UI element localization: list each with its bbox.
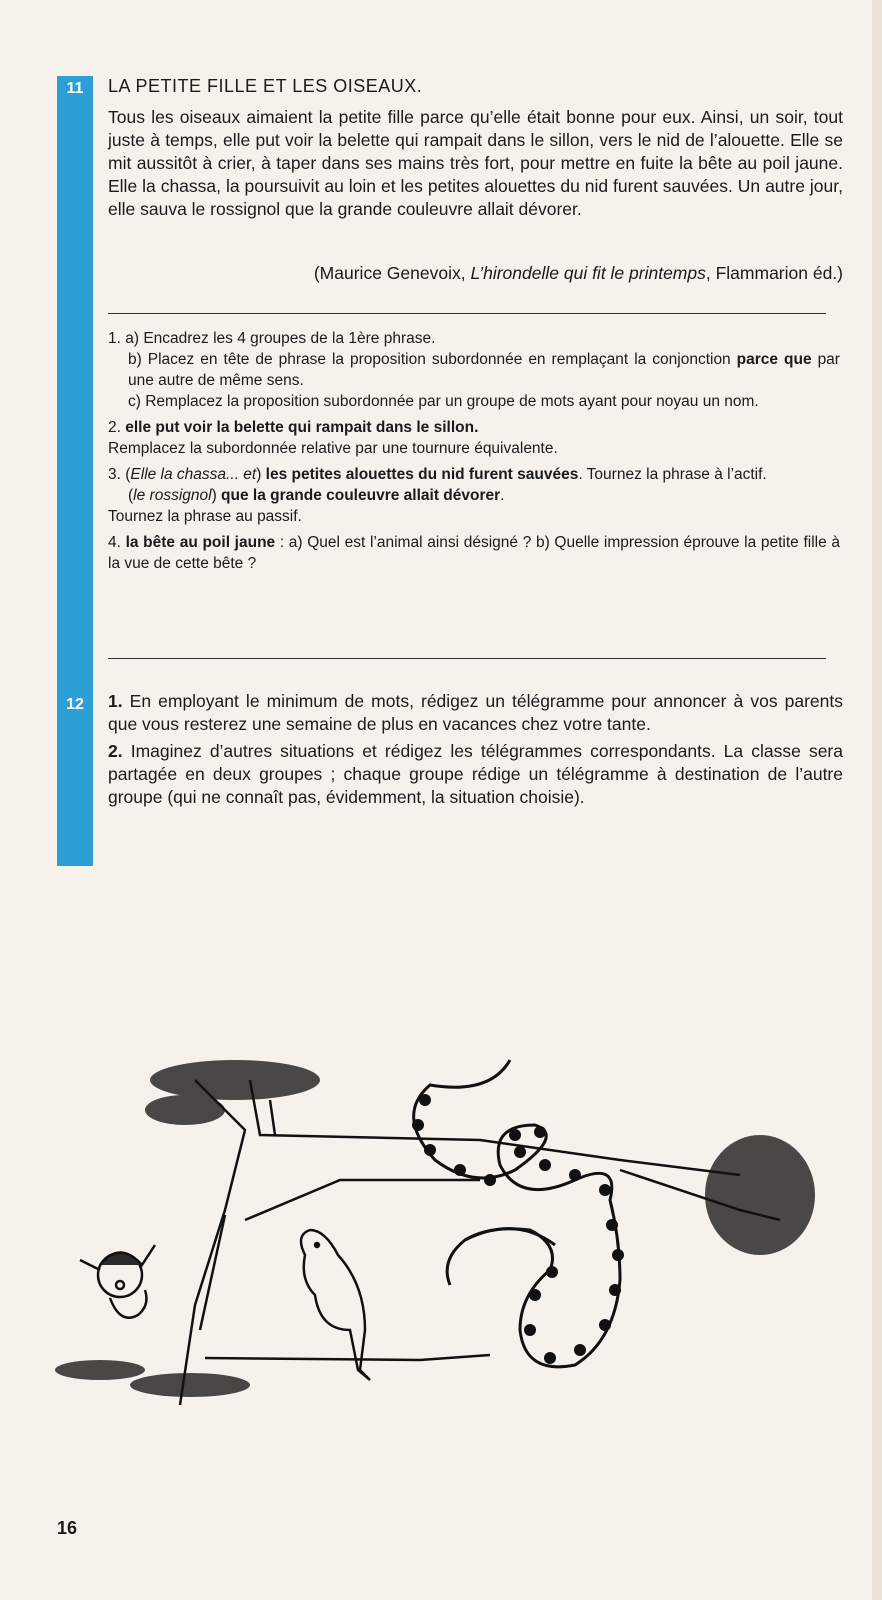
question-3-instruction: Tournez la phrase au passif. <box>108 508 302 525</box>
citation-author: (Maurice Genevoix, <box>313 263 471 283</box>
illustration-snake-bird-girl <box>20 1040 860 1440</box>
question-3-quote-2: que la grande couleuvre allait dévorer <box>221 487 501 504</box>
exercise-12-question-2: 2. Imaginez d’autres situations et rédigez les télégrammes correspondants. La classe sera partagée en deux groupes ; chaque groupe rédige un télégramme à destination de l’autre groupe (qui ne connaît pas, évidemment, la situation choisie). <box>108 741 843 807</box>
citation-book-title: L’hirondelle qui fit le printemps <box>470 263 706 283</box>
snake-icon <box>414 1060 620 1367</box>
question-1b: b) Placez en tête de phrase la proposition subordonnée en remplaçant la conjonction parce que par une autre de même sens. <box>128 351 840 389</box>
exercise-number-11: 11 <box>66 80 84 97</box>
question-1c: c) Remplacez la proposition subordonnée par un groupe de mots ayant pour noyau un nom. <box>128 393 759 410</box>
bird-icon <box>301 1230 370 1380</box>
tree-foliage <box>55 1060 815 1397</box>
question-2-quote: elle put voir la belette qui rampait dans le sillon. <box>125 419 479 436</box>
exercise-number-12: 12 <box>66 696 84 713</box>
question-2: 2. elle put voir la belette qui rampait dans le sillon. Remplacez la subordonnée relative par une tournure équivalente. <box>108 417 840 459</box>
page-number: 16 <box>57 1518 78 1538</box>
question-2-instruction: Remplacez la subordonnée relative par une tournure équivalente. <box>108 440 558 457</box>
question-4: 4. la bête au poil jaune : a) Quel est l’animal ainsi désigné ? b) Quelle impression éprouve la petite fille à la vue de cette bête ? <box>108 534 841 572</box>
exercise-11-questions <box>108 328 840 579</box>
citation-publisher: , Flammarion éd.) <box>705 263 843 283</box>
question-3: 3. (Elle la chassa... et) les petites alouettes du nid furent sauvées. Tournez la phrase à l’actif. (le rossignol) que la grande couleuvre allait dévorer. Tournez la phrase au passif. <box>108 464 840 527</box>
exercise-sidebar-bar <box>57 76 93 866</box>
exercise-title: LA PETITE FILLE ET LES OISEAUX. <box>108 76 423 96</box>
page-edge <box>872 0 882 1600</box>
exercise-12-questions <box>108 690 843 813</box>
exercise-12-question-1: 1. En employant le minimum de mots, rédigez un télégramme pour annoncer à vos parents que vous resterez une semaine de plus en vacances chez votre tante. <box>108 691 843 734</box>
question-1a: 1. a) Encadrez les 4 groupes de la 1ère phrase. <box>108 330 436 347</box>
keyword-parce-que: parce que <box>736 351 812 368</box>
citation <box>108 262 843 285</box>
tree-trunk <box>180 1080 780 1405</box>
girl-icon <box>80 1245 155 1318</box>
question-4-quote: la bête au poil jaune <box>125 534 276 551</box>
story-text: Tous les oiseaux aimaient la petite fille parce qu’elle était bonne pour eux. Ainsi, un soir, tout juste à temps, elle put voir la belette qui rampait dans le sillon, vers le nid de l’alouette. Elle se mit aussitôt à crier, à taper dans ses mains très fort, pour mettre en fuite la bête au poil jaune. Elle la chassa, la poursuivit au loin et les petites alouettes du nid furent sauvées. Un autre jour, elle sauva le rossignol que la grande couleuvre allait dévorer. <box>108 107 843 219</box>
question-3-quote-1: les petites alouettes du nid furent sauvées <box>265 466 579 483</box>
divider-top <box>108 313 826 314</box>
divider-bottom <box>108 658 826 659</box>
question-1 <box>108 328 840 412</box>
